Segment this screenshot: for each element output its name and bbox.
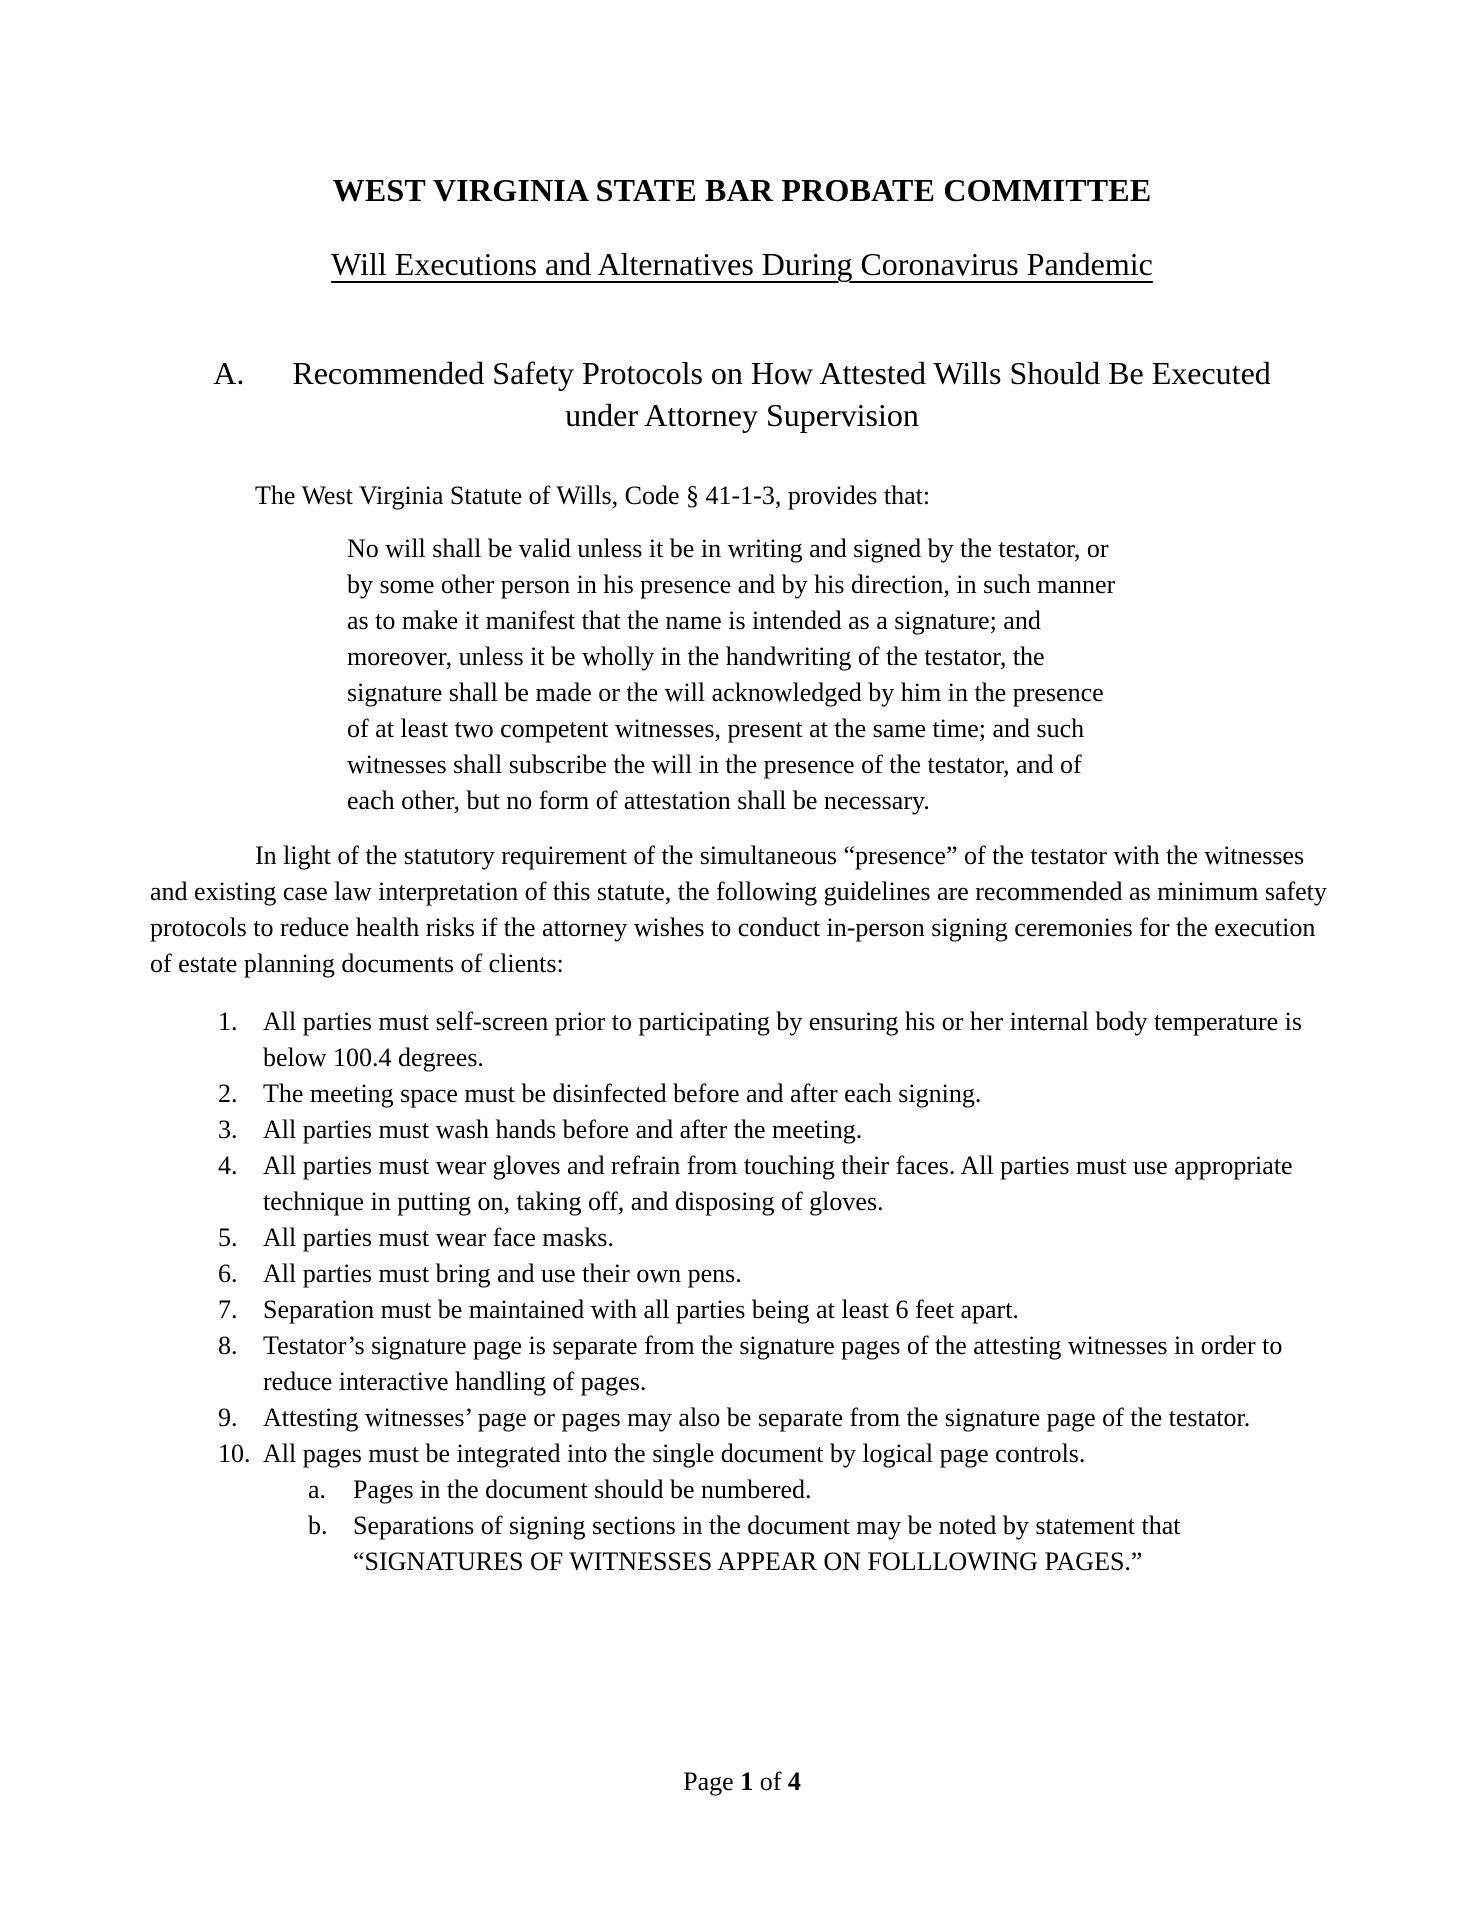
protocol-item-10 xyxy=(150,1436,1334,1580)
protocol-item-2 xyxy=(150,1076,1334,1112)
section-a-heading-line1 xyxy=(150,352,1334,394)
footer-total-pages: 4 xyxy=(787,1767,801,1796)
protocol-subitem-a xyxy=(308,1472,1334,1508)
document-subtitle-text: Will Executions and Alternatives During Coronavirus Pandemic xyxy=(331,246,1153,282)
protocol-text: All parties must wear face masks. xyxy=(263,1223,614,1252)
protocol-number: 8. xyxy=(218,1331,238,1360)
protocol-text: Separation must be maintained with all parties being at least 6 feet apart. xyxy=(263,1295,1019,1324)
protocol-number: 1. xyxy=(218,1007,238,1036)
protocol-item-4 xyxy=(150,1148,1334,1220)
protocol-number: 3. xyxy=(218,1115,238,1144)
protocol-number: 4. xyxy=(218,1151,238,1180)
subitem-letter: a. xyxy=(308,1475,327,1504)
document-subtitle xyxy=(150,244,1334,284)
section-a-heading-text: Recommended Safety Protocols on How Attested Wills Should Be Executed xyxy=(292,355,1271,391)
statute-blockquote: No will shall be valid unless it be in writing and signed by the testator, or by some other person in his presence and by his direction, in such manner as to make it manifest that the name is intended as a signature; and moreover, unless it be wholly in the handwriting of the testator, the signature shall be made or the will acknowledged by him in the presence of at least two competent witnesses, present at the same time; and such witnesses shall subscribe the will in the presence of the testator, and of each other, but no form of attestation shall be necessary. xyxy=(347,534,1116,815)
document-title: WEST VIRGINIA STATE BAR PROBATE COMMITTEE xyxy=(332,172,1152,208)
protocol-number: 9. xyxy=(218,1403,238,1432)
protocol-number: 10. xyxy=(218,1439,251,1468)
protocol-item-3 xyxy=(150,1112,1334,1148)
subitem-letter: b. xyxy=(308,1511,328,1540)
protocol-item-5 xyxy=(150,1220,1334,1256)
subitem-text: Separations of signing sections in the document may be noted by statement that “SIGNATURES OF WITNESSES APPEAR ON FOLLLOWING PAGES.” xyxy=(353,1511,1181,1576)
section-a-label: A. xyxy=(213,355,245,391)
protocol-text: The meeting space must be disinfected before and after each signing. xyxy=(263,1079,982,1108)
protocol-item-8 xyxy=(150,1328,1334,1400)
subitem-text: Pages in the document should be numbered. xyxy=(353,1475,812,1504)
section-a-heading xyxy=(150,352,1334,436)
protocol-item-9 xyxy=(150,1400,1334,1436)
statute-intro-paragraph: The West Virginia Statute of Wills, Code § 41-1-3, provides that: xyxy=(255,481,931,510)
protocol-number: 2. xyxy=(218,1079,238,1108)
footer-page-label: Page xyxy=(683,1767,741,1796)
protocol-item-7 xyxy=(150,1292,1334,1328)
protocol-text: All parties must bring and use their own pens. xyxy=(263,1259,742,1288)
protocol-number: 5. xyxy=(218,1223,238,1252)
protocol-item-1 xyxy=(150,1004,1334,1076)
protocol-number: 6. xyxy=(218,1259,238,1288)
protocol-text: All parties must wash hands before and after the meeting. xyxy=(263,1115,863,1144)
guidelines-intro-paragraph: In light of the statutory requirement of the simultaneous “presence” of the testator with the witnesses and existing case law interpretation of this statute, the following guidelines are recommended as minimum safety protocols to reduce health risks if the attorney wishes to conduct in-person signing ceremonies for the execution of estate planning documents of clients: xyxy=(150,841,1327,978)
protocol-text: Testator’s signature page is separate from the signature pages of the attesting witnesses in order to reduce interactive handling of pages. xyxy=(263,1331,1283,1396)
protocol-text: All parties must wear gloves and refrain from touching their faces. All parties must use appropriate technique in putting on, taking off, and disposing of gloves. xyxy=(263,1151,1293,1216)
protocol-list xyxy=(150,1004,1334,1580)
protocol-item-6 xyxy=(150,1256,1334,1292)
section-a-heading-line2: under Attorney Supervision xyxy=(565,397,919,433)
protocol-text: All parties must self-screen prior to participating by ensuring his or her internal body temperature is below 100.4 degrees. xyxy=(263,1007,1302,1072)
protocol-text: All pages must be integrated into the single document by logical page controls. xyxy=(263,1439,1086,1468)
protocol-number: 7. xyxy=(218,1295,238,1324)
protocol-text: Attesting witnesses’ page or pages may also be separate from the signature page of the testator. xyxy=(263,1403,1251,1432)
protocol-subitem-b xyxy=(308,1508,1334,1580)
footer-current-page: 1 xyxy=(740,1767,754,1796)
page-footer xyxy=(0,1764,1484,1800)
footer-of-label: of xyxy=(753,1767,788,1796)
